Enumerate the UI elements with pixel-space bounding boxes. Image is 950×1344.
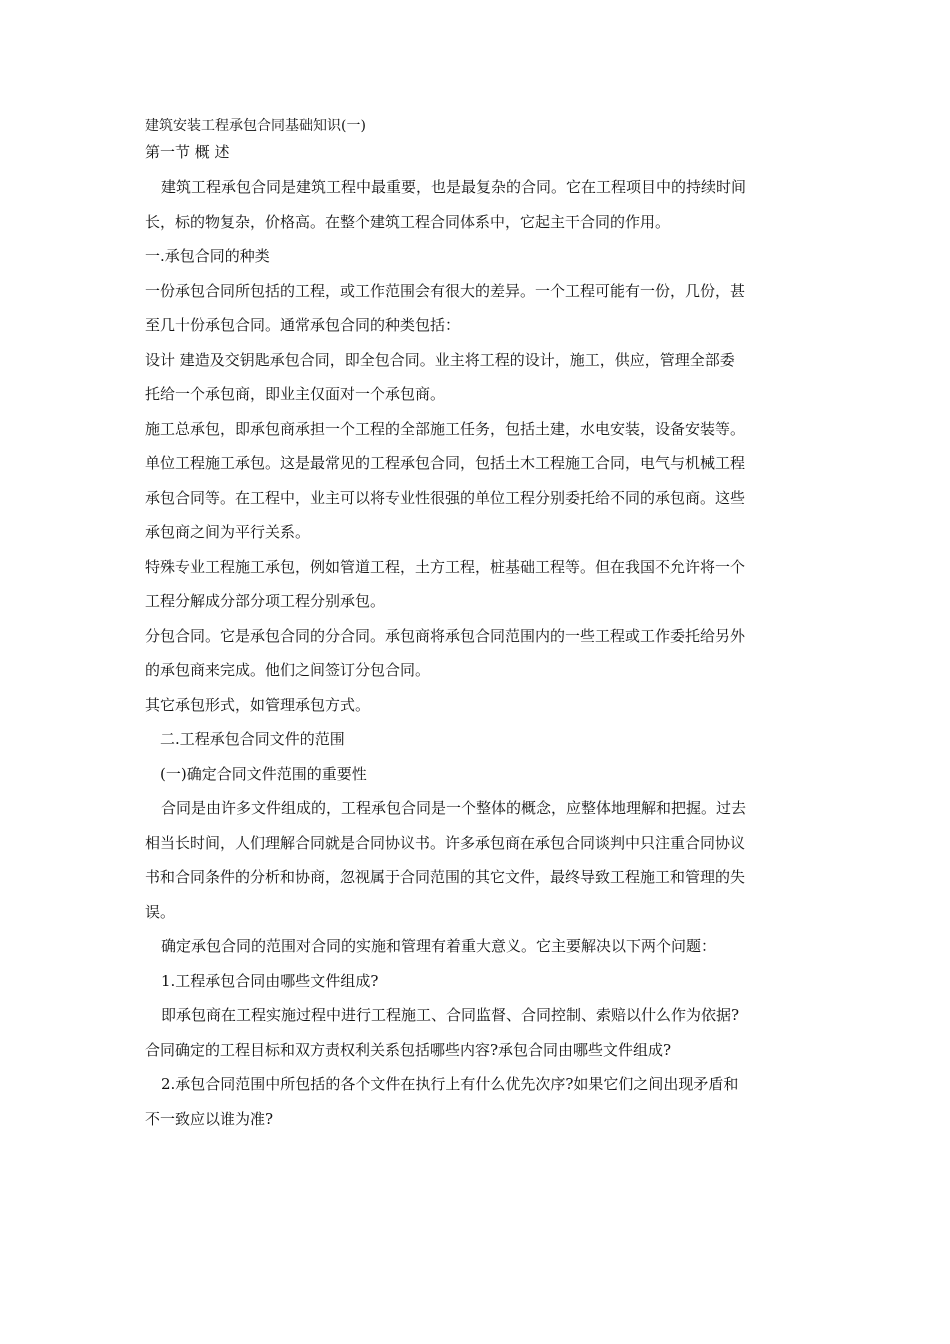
paragraph-line: 一份承包合同所包括的工程，或工作范围会有很大的差异。一个工程可能有一份，几份，甚 [145, 281, 746, 300]
section-heading: 第一节 概 述 [145, 143, 230, 161]
paragraph-line: 施工总承包，即承包商承担一个工程的全部施工任务，包括土建，水电安装，设备安装等。 [145, 419, 746, 438]
question-heading: 1.工程承包合同由哪些文件组成? [161, 971, 379, 990]
subheading: 二.工程承包合同文件的范围 [160, 730, 345, 748]
paragraph-line: 工程分解成分部分项工程分别承包。 [145, 592, 386, 610]
paragraph-line: 不一致应以谁为准? [145, 1109, 274, 1128]
document-title: 建筑安装工程承包合同基础知识(一) [145, 118, 366, 134]
paragraph-line: 托给一个承包商，即业主仅面对一个承包商。 [145, 385, 446, 403]
question-heading: 2.承包合同范围中所包括的各个文件在执行上有什么优先次序?如果它们之间出现矛盾和 [161, 1075, 739, 1093]
paragraph-line: 合同是由许多文件组成的，工程承包合同是一个整体的概念，应整体地理解和把握。过去 [161, 799, 747, 817]
paragraph-line: 长，标的物复杂，价格高。在整个建筑工程合同体系中，它起主干合同的作用。 [145, 212, 671, 231]
paragraph-line: 其它承包形式，如管理承包方式。 [145, 695, 371, 714]
paragraph-line: 书和合同条件的分析和协商，忽视属于合同范围的其它文件，最终导致工程施工和管理的失 [145, 868, 746, 886]
paragraph-line: 承包合同等。在工程中，业主可以将专业性很强的单位工程分别委托给不同的承包商。这些 [145, 488, 746, 507]
paragraph-line: 特殊专业工程施工承包，例如管道工程，土方工程，桩基础工程等。但在我国不允许将一个 [145, 557, 746, 576]
document-body [145, 112, 810, 1136]
paragraph-line: 至几十份承包合同。通常承包合同的种类包括： [145, 316, 461, 334]
paragraph-line: 误。 [145, 902, 176, 921]
paragraph-line: 设计 建造及交钥匙承包合同，即全包合同。业主将工程的设计，施工，供应，管理全部委 [145, 350, 735, 369]
paragraph-line: 合同确定的工程目标和双方责权利关系包括哪些内容?承包合同由哪些文件组成? [145, 1040, 672, 1059]
subheading: 一.承包合同的种类 [145, 247, 270, 265]
paragraph-line: 分包合同。它是承包合同的分合同。承包商将承包合同范围内的一些工程或工作委托给另外 [145, 626, 746, 645]
paragraph-line: 的承包商来完成。他们之间签订分包合同。 [145, 661, 431, 679]
paragraph-line: 确定承包合同的范围对合同的实施和管理有着重大意义。它主要解决以下两个问题： [161, 937, 717, 955]
paragraph-line: 即承包商在工程实施过程中进行工程施工、合同监督、合同控制、索赔以什么作为依据? [161, 1006, 740, 1024]
paragraph-line: 相当长时间，人们理解合同就是合同协议书。许多承包商在承包合同谈判中只注重合同协议 [145, 833, 746, 852]
paragraph-line: 单位工程施工承包。这是最常见的工程承包合同，包括土木工程施工合同，电气与机械工程 [145, 454, 746, 472]
paragraph-line: 承包商之间为平行关系。 [145, 523, 311, 541]
subheading: (一)确定合同文件范围的重要性 [160, 764, 367, 783]
paragraph-line: 建筑工程承包合同是建筑工程中最重要，也是最复杂的合同。它在工程项目中的持续时间 [161, 178, 747, 196]
